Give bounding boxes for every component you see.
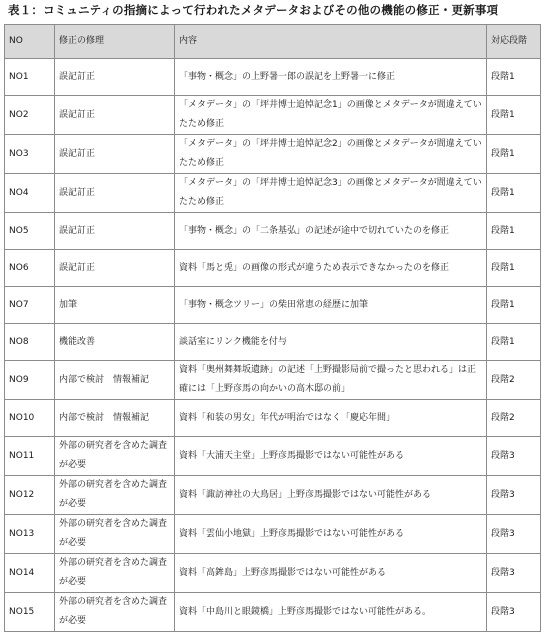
table-row bbox=[5, 59, 541, 96]
row-content-cell: 資料「雲仙小地獄」上野彦馬撮影ではない可能性がある bbox=[175, 515, 487, 554]
table-row bbox=[5, 400, 541, 437]
row-revision-type-cell: 外部の研究者を含めた調査が必要 bbox=[55, 476, 175, 515]
row-no-cell: NO8 bbox=[5, 324, 55, 361]
row-phase-cell: 段階1 bbox=[487, 287, 541, 324]
table-row bbox=[5, 213, 541, 250]
row-no-cell: NO7 bbox=[5, 287, 55, 324]
table-row bbox=[5, 515, 541, 554]
row-revision-type-cell: 外部の研究者を含めた調査が必要 bbox=[55, 515, 175, 554]
row-content-cell: 「メタデータ」の「坪井博士追悼記念1」の画像とメタデータが間違えていたため修正 bbox=[175, 96, 487, 135]
row-revision-type-cell: 外部の研究者を含めた調査が必要 bbox=[55, 593, 175, 632]
table-row bbox=[5, 324, 541, 361]
row-revision-type-cell: 内部で検討 情報補記 bbox=[55, 361, 175, 400]
row-phase-cell: 段階1 bbox=[487, 174, 541, 213]
header-content: 内容 bbox=[175, 25, 487, 59]
header-no: NO bbox=[5, 25, 55, 59]
table-row bbox=[5, 361, 541, 400]
row-content-cell: 「事物・概念」の「二条基弘」の記述が途中で切れていたのを修正 bbox=[175, 213, 487, 250]
row-no-cell: NO14 bbox=[5, 554, 55, 593]
row-phase-cell: 段階2 bbox=[487, 361, 541, 400]
row-no-cell: NO4 bbox=[5, 174, 55, 213]
table-row bbox=[5, 135, 541, 174]
row-content-cell: 資料「奥州舞舞坂遺跡」の記述「上野撮影局前で撮ったと思われる」は正確には「上野彦馬の向かいの高木邸の前」 bbox=[175, 361, 487, 400]
row-content-cell: 「メタデータ」の「坪井博士追悼記念3」の画像とメタデータが間違えていたため修正 bbox=[175, 174, 487, 213]
row-phase-cell: 段階2 bbox=[487, 400, 541, 437]
row-phase-cell: 段階1 bbox=[487, 96, 541, 135]
row-revision-type-cell: 誤記訂正 bbox=[55, 174, 175, 213]
row-revision-type-cell: 誤記訂正 bbox=[55, 96, 175, 135]
row-content-cell: 「事物・概念ツリー」の柴田常恵の経歴に加筆 bbox=[175, 287, 487, 324]
row-content-cell: 「事物・概念」の上野暑一郎の誤記を上野暑一に修正 bbox=[175, 59, 487, 96]
row-revision-type-cell: 誤記訂正 bbox=[55, 250, 175, 287]
table-row bbox=[5, 96, 541, 135]
table-title: 表１：コミュニティの指摘によって行われたメタデータおよびその他の機能の修正・更新事項 bbox=[8, 3, 499, 17]
table-row bbox=[5, 476, 541, 515]
row-phase-cell: 段階1 bbox=[487, 135, 541, 174]
row-no-cell: NO12 bbox=[5, 476, 55, 515]
row-content-cell: 資料「高鉾島」上野彦馬撮影ではない可能性がある bbox=[175, 554, 487, 593]
row-phase-cell: 段階3 bbox=[487, 593, 541, 632]
row-phase-cell: 段階1 bbox=[487, 324, 541, 361]
row-revision-type-cell: 内部で検討 情報補記 bbox=[55, 400, 175, 437]
row-no-cell: NO11 bbox=[5, 437, 55, 476]
row-content-cell: 資料「中島川と眼鏡橋」上野彦馬撮影ではない可能性がある。 bbox=[175, 593, 487, 632]
row-phase-cell: 段階3 bbox=[487, 476, 541, 515]
row-no-cell: NO9 bbox=[5, 361, 55, 400]
row-phase-cell: 段階3 bbox=[487, 437, 541, 476]
row-content-cell: 資料「大浦天主堂」上野彦馬撮影ではない可能性がある bbox=[175, 437, 487, 476]
revision-table bbox=[4, 24, 541, 632]
table-header-row bbox=[5, 25, 541, 59]
header-phase: 対応段階 bbox=[487, 25, 541, 59]
row-phase-cell: 段階3 bbox=[487, 554, 541, 593]
row-no-cell: NO3 bbox=[5, 135, 55, 174]
row-phase-cell: 段階1 bbox=[487, 213, 541, 250]
row-revision-type-cell: 加筆 bbox=[55, 287, 175, 324]
row-phase-cell: 段階1 bbox=[487, 59, 541, 96]
header-revision-type: 修正の修理 bbox=[55, 25, 175, 59]
row-revision-type-cell: 外部の研究者を含めた調査が必要 bbox=[55, 437, 175, 476]
table-row bbox=[5, 554, 541, 593]
table-row bbox=[5, 250, 541, 287]
row-revision-type-cell: 誤記訂正 bbox=[55, 213, 175, 250]
table-row bbox=[5, 437, 541, 476]
row-content-cell: 談話室にリンク機能を付与 bbox=[175, 324, 487, 361]
row-no-cell: NO15 bbox=[5, 593, 55, 632]
row-content-cell: 「メタデータ」の「坪井博士追悼記念2」の画像とメタデータが間違えていたため修正 bbox=[175, 135, 487, 174]
table-row bbox=[5, 287, 541, 324]
row-no-cell: NO6 bbox=[5, 250, 55, 287]
row-content-cell: 資料「馬と兎」の画像の形式が違うため表示できなかったのを修正 bbox=[175, 250, 487, 287]
row-content-cell: 資料「諏訪神社の大鳥居」上野彦馬撮影ではない可能性がある bbox=[175, 476, 487, 515]
row-no-cell: NO10 bbox=[5, 400, 55, 437]
row-no-cell: NO2 bbox=[5, 96, 55, 135]
row-no-cell: NO1 bbox=[5, 59, 55, 96]
row-no-cell: NO13 bbox=[5, 515, 55, 554]
table-row bbox=[5, 593, 541, 632]
row-phase-cell: 段階3 bbox=[487, 515, 541, 554]
row-revision-type-cell: 機能改善 bbox=[55, 324, 175, 361]
row-revision-type-cell: 誤記訂正 bbox=[55, 135, 175, 174]
row-revision-type-cell: 外部の研究者を含めた調査が必要 bbox=[55, 554, 175, 593]
row-no-cell: NO5 bbox=[5, 213, 55, 250]
row-revision-type-cell: 誤記訂正 bbox=[55, 59, 175, 96]
table-row bbox=[5, 174, 541, 213]
row-phase-cell: 段階1 bbox=[487, 250, 541, 287]
row-content-cell: 資料「和装の男女」年代が明治ではなく「慶応年間」 bbox=[175, 400, 487, 437]
